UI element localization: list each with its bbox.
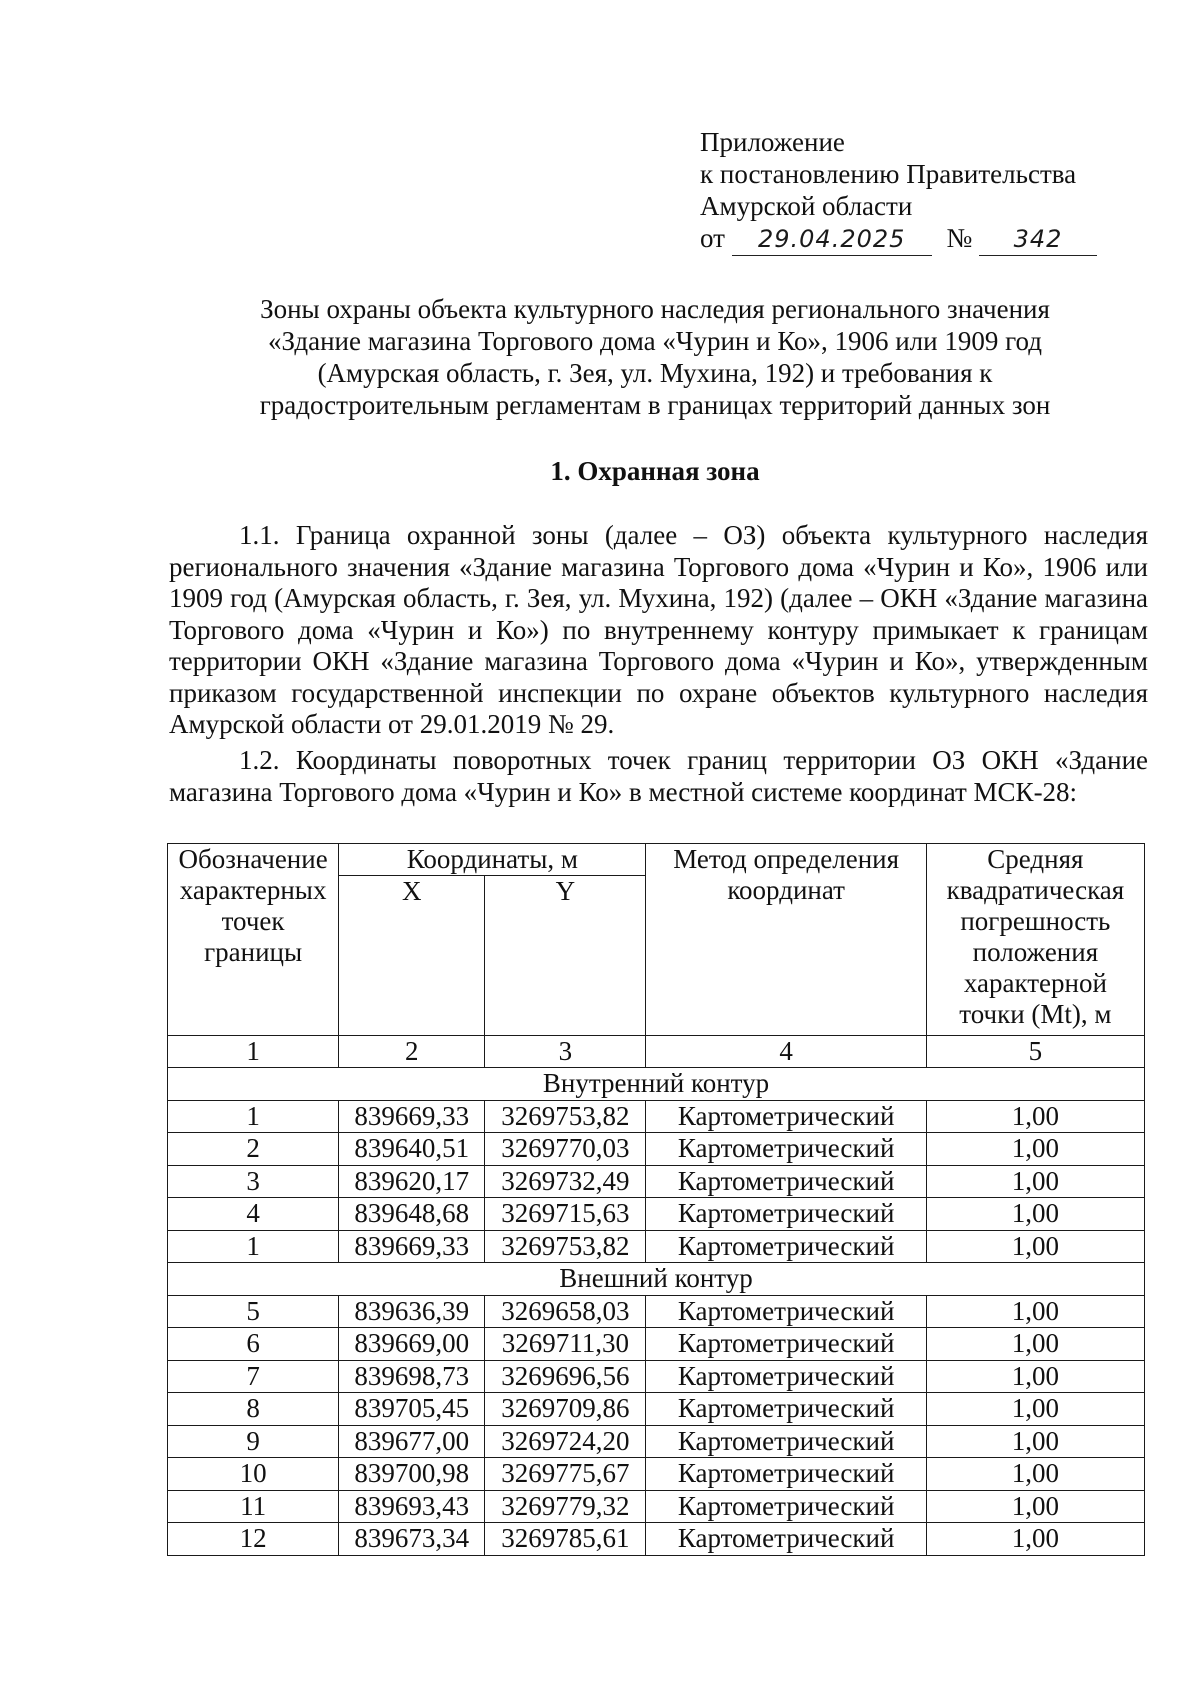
- cell-method: Картометрический: [646, 1133, 926, 1166]
- cell-x: 839636,39: [339, 1295, 485, 1328]
- table-row: [168, 1393, 1145, 1426]
- cell-point: 1: [168, 1230, 339, 1263]
- cell-method: Картометрический: [646, 1165, 926, 1198]
- cell-y: 3269785,61: [485, 1523, 646, 1556]
- cell-point: 12: [168, 1523, 339, 1556]
- table-row: [168, 1165, 1145, 1198]
- appendix-line-3: Амурской области: [700, 191, 913, 221]
- table-row: [168, 1360, 1145, 1393]
- cell-error: 1,00: [926, 1165, 1144, 1198]
- appendix-line-1: Приложение: [700, 127, 845, 157]
- cell-method: Картометрический: [646, 1328, 926, 1361]
- cell-error: 1,00: [926, 1133, 1144, 1166]
- cell-method: Картометрический: [646, 1198, 926, 1231]
- cell-y: 3269711,30: [485, 1328, 646, 1361]
- cell-method: Картометрический: [646, 1523, 926, 1556]
- cell-x: 839673,34: [339, 1523, 485, 1556]
- cell-x: 839698,73: [339, 1360, 485, 1393]
- cell-y: 3269715,63: [485, 1198, 646, 1231]
- cell-x: 839669,33: [339, 1230, 485, 1263]
- cell-y: 3269709,86: [485, 1393, 646, 1426]
- cell-point: 10: [168, 1458, 339, 1491]
- cell-error: 1,00: [926, 1425, 1144, 1458]
- cell-y: 3269753,82: [485, 1230, 646, 1263]
- cell-method: Картометрический: [646, 1490, 926, 1523]
- number-field: [979, 222, 1097, 256]
- cell-y: 3269658,03: [485, 1295, 646, 1328]
- cell-y: 3269724,20: [485, 1425, 646, 1458]
- cell-error: 1,00: [926, 1360, 1144, 1393]
- cell-x: 839700,98: [339, 1458, 485, 1491]
- column-number: 4: [646, 1036, 926, 1068]
- cell-point: 9: [168, 1425, 339, 1458]
- coordinates-table: [167, 843, 1145, 1556]
- cell-y: 3269732,49: [485, 1165, 646, 1198]
- cell-point: 11: [168, 1490, 339, 1523]
- cell-method: Картометрический: [646, 1360, 926, 1393]
- handwritten-date: 29.04.2025: [757, 225, 906, 253]
- cell-x: 839640,51: [339, 1133, 485, 1166]
- cell-point: 2: [168, 1133, 339, 1166]
- cell-x: 839620,17: [339, 1165, 485, 1198]
- cell-x: 839669,33: [339, 1100, 485, 1133]
- column-number: 3: [485, 1036, 646, 1068]
- cell-y: 3269779,32: [485, 1490, 646, 1523]
- cell-x: 839705,45: [339, 1393, 485, 1426]
- header-point: Обозначение характерных точек границы: [168, 844, 339, 1036]
- title-line-2: «Здание магазина Торгового дома «Чурин и Ко», 1906 или 1909 год: [268, 326, 1042, 356]
- outer-contour-label: Внешний контур: [168, 1263, 1145, 1296]
- cell-point: 4: [168, 1198, 339, 1231]
- table-row: [168, 1100, 1145, 1133]
- cell-error: 1,00: [926, 1523, 1144, 1556]
- cell-x: 839693,43: [339, 1490, 485, 1523]
- handwritten-number: 342: [1013, 225, 1063, 253]
- header-y: Y: [485, 876, 646, 1036]
- column-number: 1: [168, 1036, 339, 1068]
- cell-point: 1: [168, 1100, 339, 1133]
- cell-method: Картометрический: [646, 1100, 926, 1133]
- title-line-3: (Амурская область, г. Зея, ул. Мухина, 192) и требования к: [317, 358, 993, 388]
- number-prefix: №: [946, 223, 973, 253]
- date-field: [732, 222, 932, 256]
- cell-error: 1,00: [926, 1230, 1144, 1263]
- cell-point: 7: [168, 1360, 339, 1393]
- appendix-header: [700, 126, 1097, 256]
- cell-method: Картометрический: [646, 1425, 926, 1458]
- table-row: [168, 1133, 1145, 1166]
- table-row: [168, 1295, 1145, 1328]
- table-row: [168, 1425, 1145, 1458]
- inner-contour-label: Внутренний контур: [168, 1068, 1145, 1101]
- cell-error: 1,00: [926, 1393, 1144, 1426]
- cell-error: 1,00: [926, 1198, 1144, 1231]
- column-number: 2: [339, 1036, 485, 1068]
- title-line-4: градостроительным регламентам в границах территорий данных зон: [259, 390, 1051, 420]
- table-row: [168, 1230, 1145, 1263]
- header-error: Средняя квадратическая погрешность положения характерной точки (Mt), м: [926, 844, 1144, 1036]
- cell-method: Картометрический: [646, 1295, 926, 1328]
- header-x: X: [339, 876, 485, 1036]
- title-line-1: Зоны охраны объекта культурного наследия регионального значения: [260, 294, 1050, 324]
- table-row: [168, 1328, 1145, 1361]
- paragraph-1-1: 1.1. Граница охранной зоны (далее – ОЗ) объекта культурного наследия регионального значения «Здание магазина Торгового дома «Чурин и Ко», 1906 или 1909 год (Амурская область, г. Зея, ул. Мухина, 192) (далее – ОКН «Здание магазина Торгового дома «Чурин и Ко») по внутреннему контуру примыкает к границам территории ОКН «Здание магазина Торгового дома «Чурин и Ко», утвержденным приказом государственной инспекции по охране объектов культурного наследия Амурской области от 29.01.2019 № 29.: [169, 520, 1148, 739]
- cell-y: 3269753,82: [485, 1100, 646, 1133]
- appendix-date-number-line: [700, 222, 1097, 256]
- column-number: 5: [926, 1036, 1144, 1068]
- cell-error: 1,00: [926, 1328, 1144, 1361]
- cell-x: 839669,00: [339, 1328, 485, 1361]
- cell-x: 839648,68: [339, 1198, 485, 1231]
- cell-x: 839677,00: [339, 1425, 485, 1458]
- cell-point: 6: [168, 1328, 339, 1361]
- header-method: Метод определения координат: [646, 844, 926, 1036]
- date-prefix: от: [700, 223, 725, 253]
- appendix-line-2: к постановлению Правительства: [700, 159, 1077, 189]
- header-coordinates: Координаты, м: [339, 844, 646, 876]
- cell-point: 8: [168, 1393, 339, 1426]
- cell-error: 1,00: [926, 1100, 1144, 1133]
- cell-point: 3: [168, 1165, 339, 1198]
- cell-error: 1,00: [926, 1490, 1144, 1523]
- paragraph-1-2: 1.2. Координаты поворотных точек границ территории ОЗ ОКН «Здание магазина Торгового дома «Чурин и Ко» в местной системе координат МСК-28:: [169, 745, 1148, 807]
- cell-point: 5: [168, 1295, 339, 1328]
- table-row: [168, 1198, 1145, 1231]
- document-title: [200, 293, 1110, 421]
- table-row: [168, 1458, 1145, 1491]
- table-row: [168, 1490, 1145, 1523]
- cell-y: 3269775,67: [485, 1458, 646, 1491]
- cell-method: Картометрический: [646, 1230, 926, 1263]
- cell-method: Картометрический: [646, 1393, 926, 1426]
- cell-error: 1,00: [926, 1295, 1144, 1328]
- cell-y: 3269770,03: [485, 1133, 646, 1166]
- table-row: [168, 1523, 1145, 1556]
- cell-error: 1,00: [926, 1458, 1144, 1491]
- cell-method: Картометрический: [646, 1458, 926, 1491]
- cell-y: 3269696,56: [485, 1360, 646, 1393]
- section-heading: 1. Охранная зона: [550, 456, 760, 486]
